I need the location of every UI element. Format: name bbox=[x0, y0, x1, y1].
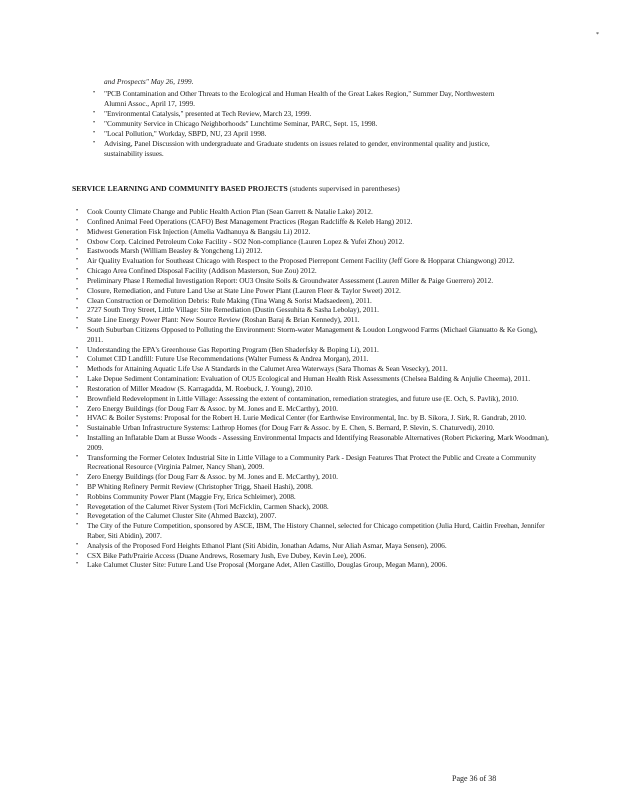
list-item bbox=[76, 344, 549, 355]
list-item bbox=[76, 236, 549, 247]
list-item-text: Installing an Inflatable Dam at Busse Woods - Assessing Environmental Impacts and Identifying Reasonable Alternatives (Robert Pickering, Mark Woodman), 2009. bbox=[87, 433, 549, 452]
bullet-icon: • bbox=[76, 384, 79, 391]
bullet-icon: • bbox=[76, 227, 79, 234]
list-item bbox=[76, 295, 549, 306]
bullet-icon: • bbox=[76, 482, 79, 489]
bullet-icon: • bbox=[76, 316, 79, 323]
bullet-icon: • bbox=[76, 561, 79, 568]
bullet-icon: • bbox=[76, 355, 79, 362]
bullet-icon: • bbox=[76, 414, 79, 421]
list-item-text: Chicago Area Confined Disposal Facility (Addison Masterson, Sue Zou) 2012. bbox=[87, 266, 317, 276]
list-item-text: Revegetation of the Calumet River System (Tori McFicklin, Carmen Shack), 2008. bbox=[87, 501, 329, 511]
list-item-text: Oxbow Corp. Calcined Petroleum Coke Facility - SO2 Non-compliance (Lauren Lopez & Yufei Zhou) 2012. bbox=[87, 236, 405, 246]
list-item-text: "Local Pollution," Workday, SBPD, NU, 23 April 1998. bbox=[104, 128, 267, 138]
list-item bbox=[76, 501, 549, 512]
bullet-icon: • bbox=[76, 286, 79, 293]
list-item bbox=[76, 491, 549, 502]
list-item-text: Revegetation of the Calumet Cluster Site (Ahmed Bazckt), 2007. bbox=[87, 511, 277, 521]
list-item-text: South Suburban Citizens Opposed to Polluting the Environment: Storm-water Management & Loudon Longwood Farms (Michael Gianuatto & Ke Gong), 2011. bbox=[87, 325, 538, 344]
list-item bbox=[93, 128, 496, 139]
bullet-icon: • bbox=[76, 375, 79, 382]
list-item-text: Preliminary Phase I Remedial Investigation Report: OU3 Onsite Soils & Groundwater Assessment (Lauren Miller & Paige Guerrero) 2012. bbox=[87, 275, 494, 285]
list-item bbox=[76, 511, 549, 521]
list-item-text: Zero Energy Buildings (for Doug Farr & Assoc. by M. Jones and E. McCarthy), 2010. bbox=[87, 403, 338, 413]
bullet-icon: • bbox=[76, 424, 79, 431]
bullet-icon: • bbox=[76, 326, 79, 333]
list-item-text: Clean Construction or Demolition Debris: Rule Making (Tina Wang & Sorist Madsaedeen), 2011. bbox=[87, 295, 372, 305]
list-item-text: HVAC & Boiler Systems: Proposal for the Robert H. Lurie Medical Center (for Earthwise Environmental, Inc. by B. Sikora, J. Sirk, R. Gandrab, 2010. bbox=[87, 413, 527, 423]
bullet-icon: • bbox=[93, 129, 96, 136]
list-item-text: Robbins Community Power Plant (Maggie Fry, Erica Schleimer), 2008. bbox=[87, 491, 296, 501]
list-item-text: Transforming the Former Celotex Industrial Site in Little Village to a Community Park - Design Features That Protect the Public and Create a Community Recreational Resource (Virginia Palmer, Nancy Shan), 2009. bbox=[87, 452, 537, 472]
bullet-icon: • bbox=[76, 345, 79, 352]
continuation-line: and Prospects" May 26, 1999. bbox=[104, 77, 194, 86]
list-item-text: Zero Energy Buildings (for Doug Farr & Assoc. by M. Jones and E. McCarthy), 2010. bbox=[87, 472, 338, 482]
bullet-icon: • bbox=[76, 257, 79, 264]
list-item bbox=[76, 383, 549, 394]
list-item-text: Air Quality Evaluation for Southeast Chicago with Respect to the Proposed Pierrepont Cement Facility (Jeff Gore & Hopparat Chiangwong) 2012. bbox=[87, 256, 515, 266]
page-number: Page 36 of 38 bbox=[452, 774, 497, 783]
list-item bbox=[76, 393, 549, 404]
list-item bbox=[93, 118, 496, 129]
list-item bbox=[93, 138, 496, 158]
list-item bbox=[76, 285, 549, 296]
list-item bbox=[76, 246, 549, 256]
section-heading bbox=[72, 184, 562, 193]
list-item bbox=[76, 550, 549, 561]
bullet-icon: • bbox=[76, 217, 79, 224]
bullet-icon: • bbox=[76, 512, 79, 519]
list-item bbox=[76, 413, 549, 423]
list-item-text: Lake Depue Sediment Contamination: Evaluation of OU5 Ecological and Human Health Risk Assessments (Chelsea Balding & Anjulie Cheema), 2011. bbox=[87, 374, 531, 384]
list-item-text: Columet CID Landfill: Future Use Recommendations (Walter Fumess & Andrea Morgan), 2011. bbox=[87, 354, 369, 364]
list-item-text: Methods for Attaining Aquatic Life Use A Standards in the Calumet Area Waterways (Sara Thomas & Sean Vesecky), 2011. bbox=[87, 364, 448, 374]
bullet-icon: • bbox=[76, 522, 79, 529]
bullet-icon: • bbox=[76, 306, 79, 313]
list-item-text: Lake Calumet Cluster Site: Future Land Use Proposal (Morgane Adet, Allen Castillo, Douglas Group, Megan Mann), 2006. bbox=[87, 560, 448, 570]
list-item-text: State Line Energy Power Plant: New Source Review (Roshan Baraj & Brian Kennedy), 2011. bbox=[87, 315, 360, 325]
bullet-icon: • bbox=[76, 247, 79, 254]
bullet-icon: • bbox=[76, 365, 79, 372]
list-item-text: Analysis of the Proposed Ford Heights Ethanol Plant (Siti Abidin, Jonathan Adams, Nur Aliah Asmar, Maya Sensen), 2006. bbox=[87, 540, 447, 550]
list-item bbox=[76, 403, 549, 414]
list-item bbox=[76, 364, 549, 374]
list-item bbox=[76, 521, 549, 540]
list-item bbox=[76, 275, 549, 286]
list-item-text: "Community Service in Chicago Neighborhoods" Lunchtime Seminar, PARC, Sept. 15, 1998. bbox=[104, 118, 378, 128]
list-item-text: Sustainable Urban Infrastructure Systems: Lathrop Homes (for Doug Farr & Assoc. by E. Chen, S. Bernard, P. Slevin, S. Chaturvedi), 2010. bbox=[87, 423, 495, 433]
list-item-text: Closure, Remediation, and Future Land Use at State Line Power Plant (Lauren Fleer & Taylor Sweet) 2012. bbox=[87, 285, 401, 295]
list-item bbox=[93, 89, 496, 108]
bullet-icon: • bbox=[76, 208, 79, 214]
list-item bbox=[76, 452, 549, 472]
bullet-icon: • bbox=[93, 139, 96, 146]
bullet-icon: • bbox=[76, 394, 79, 401]
list-item bbox=[76, 256, 549, 266]
list-item-text: The City of the Future Competition, sponsored by ASCE, IBM, The History Channel, selected for Chicago competition (Julia Hurd, Caitlin Freehan, Jennifer Raber, Siti Abidin), 2007. bbox=[87, 521, 545, 540]
bullet-icon: • bbox=[93, 90, 96, 96]
list-item bbox=[76, 354, 549, 364]
list-item-text: 2727 South Troy Street, Little Village: Site Remediation (Dustin Gessuhita & Sasha Lebolay), 2011. bbox=[87, 305, 379, 315]
bullet-icon: • bbox=[76, 296, 79, 303]
list-item-text: "Environmental Catalysis," presented at Tech Review, March 23, 1999. bbox=[104, 108, 312, 118]
list-item-text: Cook County Climate Change and Public Health Action Plan (Sean Garrett & Natalie Lake) 2012. bbox=[87, 207, 373, 216]
list-item-text: CSX Bike Path/Prairie Access (Duane Andrews, Rosemary Jush, Eve Dubey, Kevin Lee), 2006. bbox=[87, 550, 366, 560]
list-item bbox=[76, 472, 549, 482]
bullet-icon: • bbox=[76, 434, 79, 441]
list-item-text: "PCB Contamination and Other Threats to the Ecological and Human Health of the Great Lakes Region," Summer Day, Northwestern Alumni Assoc., April 17, 1999. bbox=[104, 89, 495, 108]
section-title: SERVICE LEARNING AND COMMUNITY BASED PROJECTS bbox=[72, 184, 288, 193]
list-item bbox=[76, 315, 549, 325]
section-subtitle: (students supervised in parentheses) bbox=[289, 184, 400, 193]
list-item bbox=[76, 325, 549, 344]
bullet-icon: • bbox=[76, 276, 79, 283]
list-item-text: Midwest Generation Fisk Injection (Amelia Vadhanuya & Bangsiu Li) 2012. bbox=[87, 226, 311, 236]
list-item bbox=[76, 207, 549, 217]
corner-mark: * bbox=[596, 32, 599, 38]
list-item-text: Restoration of Miller Meadow (S. Karragadda, M. Roebuck, J. Young), 2010. bbox=[87, 383, 313, 393]
bullet-icon: • bbox=[93, 119, 96, 126]
list-item bbox=[76, 423, 549, 433]
list-item bbox=[76, 305, 549, 315]
list-item-text: Eastwoods Marsh (William Beasley & Yongcheng Li) 2012. bbox=[87, 246, 263, 256]
bullet-icon: • bbox=[76, 551, 79, 558]
bullet-icon: • bbox=[76, 267, 79, 274]
bullet-icon: • bbox=[76, 404, 79, 411]
list-item bbox=[76, 540, 549, 551]
list-item bbox=[76, 266, 549, 276]
bullet-icon: • bbox=[76, 237, 79, 244]
list-item-text: BP Whiting Refinery Permit Review (Christopher Trigg, Shaeil Hashi), 2008. bbox=[87, 481, 313, 491]
bullet-icon: • bbox=[76, 541, 79, 548]
service-projects-list bbox=[76, 207, 549, 570]
presentations-list bbox=[93, 89, 496, 159]
list-item-text: Confined Animal Feed Operations (CAFO) Best Management Practices (Regan Radcliffe & Keleb Hang) 2012. bbox=[87, 216, 413, 226]
list-item-text: Brownfield Redevelopment in Little Village: Assessing the extent of contamination, remediation strategies, and future use (E. Och, S. Pavlik), 2010. bbox=[87, 393, 519, 403]
list-item bbox=[93, 108, 496, 119]
bullet-icon: • bbox=[76, 502, 79, 509]
list-item bbox=[76, 560, 549, 570]
list-item bbox=[76, 433, 549, 452]
list-item-text: Advising, Panel Discussion with undergraduate and Graduate students on issues related to gender, environmental quality and justice, sustainability issues. bbox=[104, 138, 490, 158]
bullet-icon: • bbox=[76, 453, 79, 460]
bullet-icon: • bbox=[76, 473, 79, 480]
list-item bbox=[76, 374, 549, 384]
list-item-text: Understanding the EPA's Greenhouse Gas Reporting Program (Ben Shaderfsky & Boping Li), 2011. bbox=[87, 344, 379, 354]
list-item bbox=[76, 481, 549, 492]
list-item bbox=[76, 216, 549, 227]
bullet-icon: • bbox=[76, 492, 79, 499]
bullet-icon: • bbox=[93, 109, 96, 116]
list-item bbox=[76, 226, 549, 237]
